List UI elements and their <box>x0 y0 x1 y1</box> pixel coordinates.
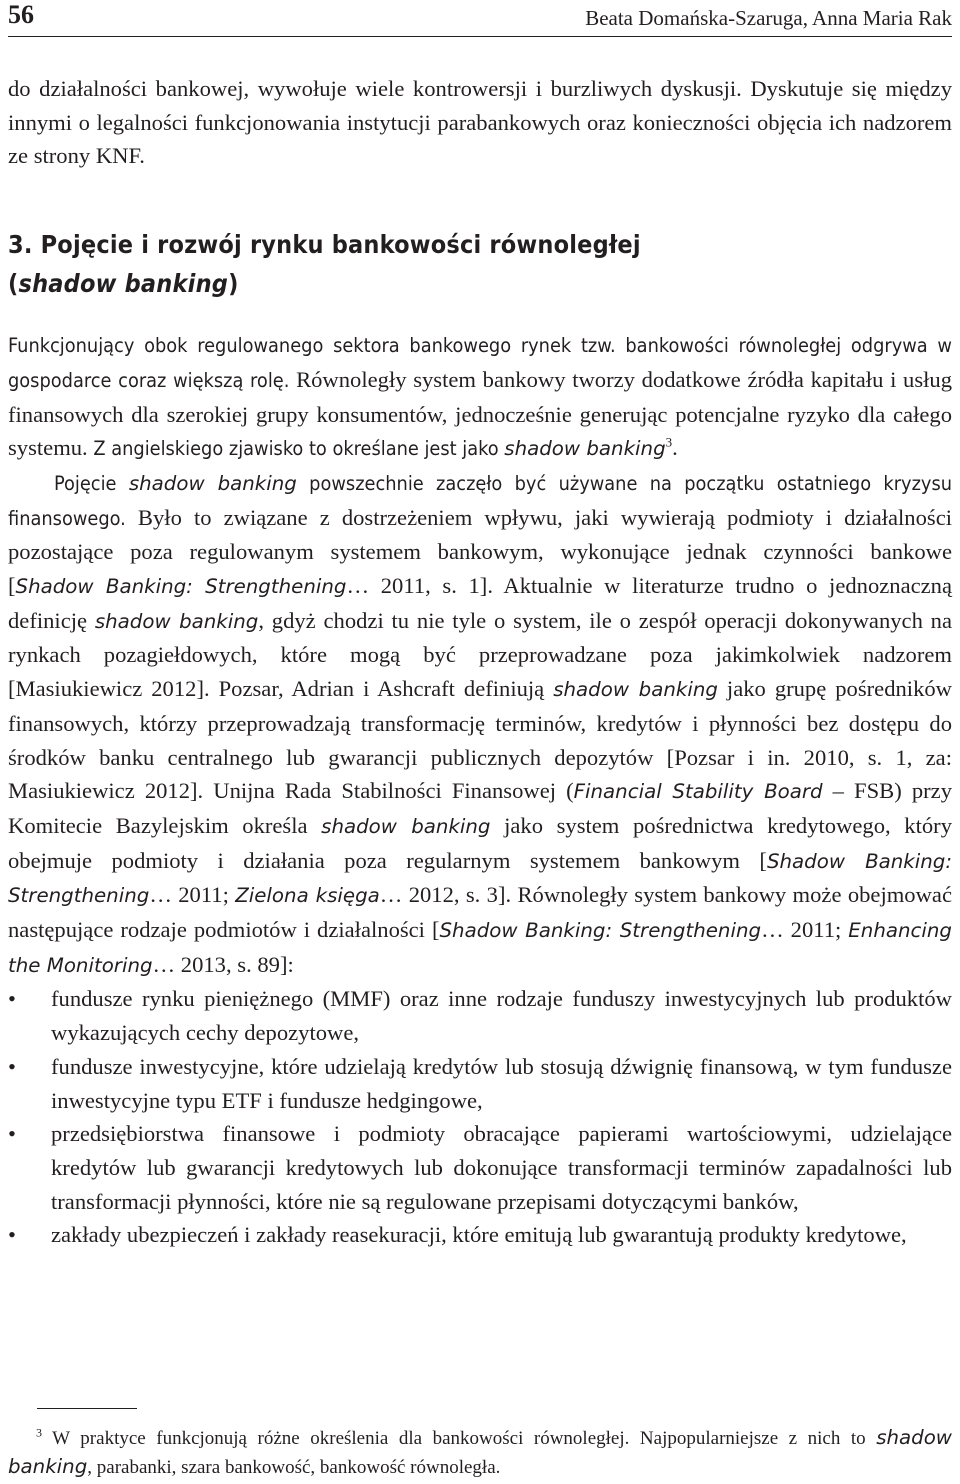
para2-t5: – FSB) przy Komitecie Bazylejskim określa <box>8 778 952 838</box>
paragraph-2 <box>8 466 952 983</box>
para2-t8: … 2012, s. 3]. Równoległy system bankowy może obejmować następujące rodzaje podmiotów i działalności [ <box>8 882 952 943</box>
list-item <box>8 1050 952 1117</box>
paragraph-intro: do działalności bankowej, wywołuje wiele kontrowersji i burzliwych dyskusji. Dyskutuje się między innymi o legalności funkcjonowania instytucji parabankowych oraz konieczności objęcia ich nadzorem ze strony KNF. <box>8 76 952 169</box>
para1-sans-lead: Funkcjonujący obok regulowanego sektora bankowego rynek tzw. bankowości równoległej odgrywa w gospodarce coraz większą rolę. <box>8 334 952 392</box>
para2-sans-rest: powszechnie zaczęło być używane na początku ostatniego kryzysu finansowego. <box>8 471 952 530</box>
para1-sans-italic: shadow banking <box>504 437 666 461</box>
footnote-text-2: , parabanki, szara bankowość, bankowość równoległa. <box>87 1457 501 1478</box>
para2-t4: jako grupę pośredników finansowych, którzy przeprowadzają transformację terminów, kredytów i płynności bez dostępu do środków banku centralnego lub gwarancji publicznych depozytów [Pozsar i in. 2010, s. 1, za: Masiukiewicz 2012]. Unijna Rada Stabilności Finansowej ( <box>8 676 952 804</box>
para2-cite2: Shadow Banking: Strengthening <box>8 849 953 908</box>
page-header <box>8 0 952 37</box>
footnote <box>8 1424 952 1482</box>
para2-cite3: Zielona księga <box>235 884 380 908</box>
para2-cite5: Enhancing the Monitoring <box>8 919 952 977</box>
para2-t3: , gdyż chodzi tu nie tyle o system, ile o zespół operacji dokonywanych na rynkach pozagiełdowych, które mogą być przeprowadzane poza jakimkolwiek nadzorem [Masiukiewicz 2012]. Pozsar, Adrian i Ashcraft definiują <box>8 607 952 702</box>
list-item-text: przedsiębiorstwa finansowe i podmioty obracające papierami wartościowymi, udzielające kredytów lub gwarancji kredytowych lub dokonujące transformacji terminów zapadalności lub transformacji płynności, które nie są regulowane przepisami dotyczącymi banków, <box>51 1121 952 1214</box>
para2-t9: … 2011; <box>761 917 849 943</box>
list-item <box>8 982 952 1049</box>
para2-cite4: Shadow Banking: Strengthening <box>439 919 762 943</box>
paragraph-1 <box>8 328 952 466</box>
para2-fsb: Financial Stability Board <box>573 780 823 804</box>
para2-t7: … 2011; <box>149 882 236 908</box>
para2-sans-1: Pojęcie <box>54 471 129 495</box>
running-head-authors: Beata Domańska-Szaruga, Anna Maria Rak <box>585 6 952 30</box>
list-item-text: fundusze inwestycyjne, które udzielają kredytów lub stosują dźwignię finansową, w tym fundusze inwestycyjne typu ETF i fundusze hedgingowe, <box>51 1053 952 1113</box>
section-title-paren-close: ) <box>228 269 239 299</box>
footnote-separator <box>37 1408 137 1409</box>
page-number: 56 <box>8 0 34 29</box>
list-item-text: zakłady ubezpieczeń i zakłady reasekuracji, które emitują lub gwarantują produkty kredytowe, <box>51 1222 907 1248</box>
footnote-3 <box>8 1424 952 1482</box>
bullet-icon: • <box>8 1222 16 1248</box>
para2-sb3: shadow banking <box>321 814 491 838</box>
para2-sb2: shadow banking <box>553 678 718 702</box>
bullet-icon: • <box>8 986 16 1012</box>
para2-sans-italic: shadow banking <box>128 471 297 495</box>
para1-sans-2: Z angielskiego zjawisko to określane jest jako <box>87 437 505 461</box>
bullet-icon: • <box>8 1053 16 1079</box>
footnote-text-1: W praktyce funkcjonują różne określenia dla bankowości równoległej. Najpopularniejsze z nich to <box>42 1428 877 1449</box>
para2-t1: Było to związane z dostrzeżeniem wpływu, jaki wywierają podmioty i działalności pozostające poza regulowanym systemem bankowym, wykonujące jednak czynności bankowe [ <box>8 504 952 599</box>
para1-text: Równoległy system bankowy tworzy dodatkowe źródła kapitału i usług finansowych dla szerokiej grupy konsumentów, jednocześnie generując potencjalne ryzyko dla całego systemu. <box>8 366 952 461</box>
section-title-paren-open: ( <box>8 269 19 299</box>
para2-t6: jako system pośrednictwa kredytowego, który obejmuje podmioty i działania poza regularnym systemem bankowym [ <box>8 812 952 873</box>
body-text <box>8 72 952 1252</box>
footnote-ref-3[interactable]: 3 <box>665 434 673 450</box>
bullet-list <box>8 982 952 1252</box>
section-title-italic: shadow banking <box>18 269 229 299</box>
list-item <box>8 1218 952 1252</box>
footnote-number: 3 <box>36 1425 42 1440</box>
section-title-line1: 3. Pojęcie i rozwój rynku bankowości równoległej <box>8 230 641 260</box>
para2-t10: … 2013, s. 89]: <box>152 951 294 977</box>
list-item <box>8 1117 952 1218</box>
footnote-italic: shadow banking <box>8 1426 952 1478</box>
para2-sb1: shadow banking <box>94 609 259 633</box>
para2-t2: … 2011, s. 1]. Aktualnie w literaturze trudno o jednoznaczną definicję <box>8 573 952 633</box>
list-item-text: fundusze rynku pieniężnego (MMF) oraz inne rodzaje funduszy inwestycyjnych lub produktów wykazujących cechy depozytowe, <box>51 986 952 1046</box>
section-heading <box>8 225 952 303</box>
para1-end: . <box>672 435 678 461</box>
para2-cite1: Shadow Banking: Strengthening <box>15 575 347 599</box>
bullet-icon: • <box>8 1121 16 1147</box>
